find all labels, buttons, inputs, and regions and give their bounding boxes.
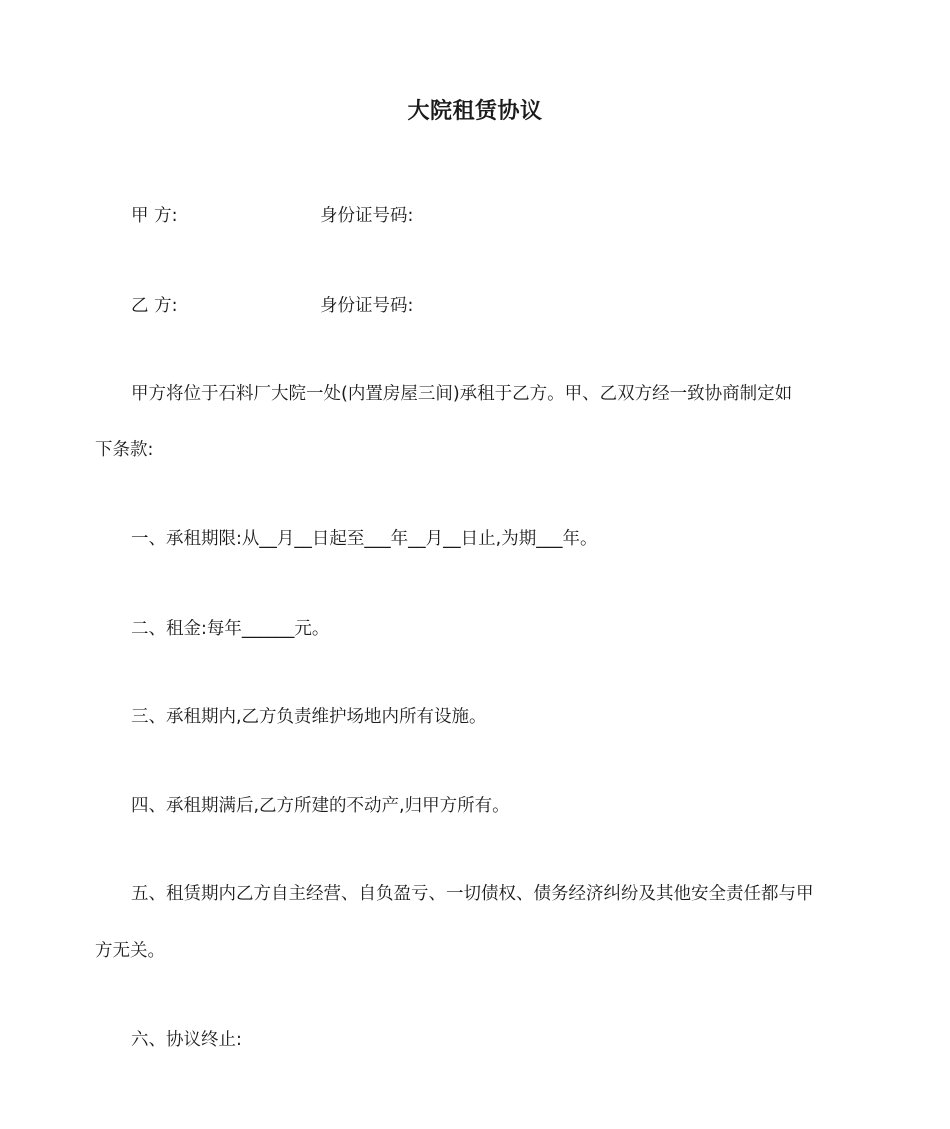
party-b-label: 乙 方: bbox=[131, 296, 178, 316]
clause-5-liability-line-2: 方无关。 bbox=[95, 941, 165, 961]
clause-4-property: 四、承租期满后,乙方所建的不动产,归甲方所有。 bbox=[131, 796, 510, 816]
document-title: 大院租赁协议 bbox=[407, 99, 543, 124]
party-a-label: 甲 方: bbox=[131, 206, 178, 226]
clause-1-term: 一、承租期限:从__月__日起至___年__月__日止,为期___年。 bbox=[131, 529, 598, 549]
clause-6-termination: 六、协议终止: bbox=[131, 1030, 242, 1050]
intro-paragraph-line-1: 甲方将位于石料厂大院一处(内置房屋三间)承租于乙方。甲、乙双方经一致协商制定如 bbox=[131, 384, 793, 404]
party-b-id-label: 身份证号码: bbox=[320, 296, 414, 316]
party-a-id-label: 身份证号码: bbox=[320, 206, 414, 226]
clause-2-rent: 二、租金:每年______元。 bbox=[131, 619, 330, 639]
clause-3-maintenance: 三、承租期内,乙方负责维护场地内所有设施。 bbox=[131, 707, 487, 727]
clause-5-liability-line-1: 五、租赁期内乙方自主经营、自负盈亏、一切债权、债务经济纠纷及其他安全责任都与甲 bbox=[131, 884, 814, 904]
intro-paragraph-line-2: 下条款: bbox=[95, 440, 154, 460]
